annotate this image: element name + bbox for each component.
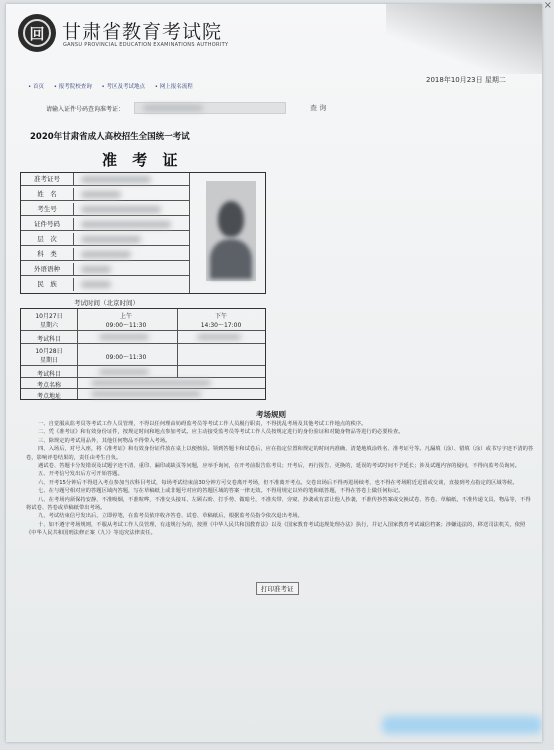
venue-address-label: 考点地址 (36, 393, 61, 400)
subject-label: 考试科目 (36, 336, 61, 343)
candidate-info-table (20, 172, 266, 294)
site-title: 甘肃省教育考试院 (62, 21, 223, 43)
table-row (21, 173, 189, 186)
field-value (75, 263, 187, 276)
rule-item: 九、考试结束信号发出后，立即停笔，在监考员依序收齐答卷、试卷、草稿纸后，根据监考员指令依次退出考场。 (38, 513, 303, 520)
table-row (21, 278, 189, 291)
body-blur (210, 239, 252, 279)
field-label: 考生号 (21, 203, 74, 216)
day1-week: 星期六 (39, 322, 58, 329)
table-row (21, 309, 265, 331)
photo-frame (189, 173, 266, 293)
exam-authority-logo (18, 14, 56, 52)
field-value (75, 278, 187, 291)
rule-item: 十、如不遵守考场规则，不服从考试工作人员管理，有违规行为的，按照《中华人民共和国教育法》以及《国家教育考试违规处理办法》执行，并记入国家教育考试诚信档案；涉嫌违法的，移送司法机关，依照《中华人民共和国刑法修正案（九）》等追究法律责任。 (26, 521, 526, 537)
table-row (21, 218, 189, 231)
nav-bar (28, 82, 201, 90)
close-icon[interactable]: × (543, 0, 552, 11)
table-row (21, 263, 189, 276)
current-date: 2018年10月23日 星期二 (426, 76, 506, 84)
nav-item-school-query[interactable]: • 报考院校查询 (53, 84, 92, 90)
table-row (21, 366, 265, 378)
table-row (21, 378, 265, 389)
table-row (21, 233, 189, 246)
table-row (21, 389, 265, 400)
admission-ticket-page (6, 4, 542, 742)
rule-item: 六、开考15分钟后不得进入考点参加当次科目考试，每场考试结束前30分钟方可交卷离开考场，但不准离开考点。交卷出场后不得再进场续考，也不得在考场附近逗留或交谈，直接到考点指定的区域等候。 (38, 479, 518, 486)
query-label: 请输入证件号码查询准考证： (46, 106, 125, 113)
card-title: 准 考 证 (102, 151, 183, 169)
am-label: 上午 (119, 313, 132, 320)
field-value (75, 188, 187, 201)
day1-pm-time: 14:30～17:00 (200, 322, 242, 329)
field-label: 外语语种 (21, 263, 74, 276)
exam-schedule-table (20, 308, 266, 400)
subject-label: 考试科目 (36, 371, 61, 378)
rules-title: 考场规则 (256, 410, 286, 419)
rule-item: 三、除规定的考试用品外，其他任何物品不得带入考场。 (38, 437, 171, 444)
field-value (75, 218, 187, 231)
redacted-id (143, 105, 203, 111)
day2-week: 星期日 (39, 357, 58, 364)
id-number-input[interactable] (134, 102, 286, 114)
rule-item: 一、自觉服从监考员等考试工作人员管理，不得以任何理由妨碍监考员等考试工作人员履行职责，不得扰乱考场及其他考试工作地点的秩序。 (38, 421, 367, 427)
time-header: 考试时间（北京时间） (74, 299, 139, 307)
venue-name-label: 考点名称 (36, 382, 61, 389)
rule-item: 二、凭《准考证》和有效身份证件，按规定时间和地点参加考试。应主动接受监考员等考试工作人员按规定进行的身份验证和对随身物品等进行的必要检查。 (38, 429, 404, 436)
day2-date: 10月28日 (35, 348, 63, 355)
candidate-photo (206, 181, 256, 281)
field-value (75, 233, 187, 246)
face-blur (218, 201, 244, 237)
query-button[interactable]: 查 询 (310, 104, 327, 112)
photo-shadow (386, 4, 542, 74)
column-divider (77, 309, 78, 399)
rule-item: 四、入场后，对号入座，将《准考证》和有效身份证件放在桌上以便核验。领到答题卡和试卷后，应在指定位置和规定的时间内准确、清楚地填涂姓名、准考证号等。凡漏填（涂）、错填（涂）或书写字迹不清的答卷，影响评卷结果的，责任由考生自负。 (26, 446, 534, 461)
table-row (21, 248, 189, 261)
day1-date: 10月27日 (35, 313, 63, 320)
field-value (75, 248, 187, 261)
nav-item-exam-sites[interactable]: • 考区及考试地点 (101, 84, 145, 90)
day1-am-time: 09:00～11:30 (105, 322, 147, 329)
rule-item: 七、在与题号相对应的答题区域内答题，写在草稿纸上或非题号对应的答题区域的答案一律无效。不得用规定以外的笔和纸答题，不得在答卷上做任何标记。 (38, 488, 404, 495)
column-divider (177, 309, 178, 378)
field-label: 姓 名 (21, 188, 74, 201)
field-label: 准考证号 (21, 173, 74, 186)
day2-am-time: 09:00～11:30 (105, 354, 147, 361)
field-value (75, 203, 187, 216)
rules-text (26, 420, 534, 538)
exam-title: 2020年甘肃省成人高校招生全国统一考试 (30, 132, 190, 142)
pm-label: 下午 (214, 313, 227, 320)
logo-emblem-icon: 回 (23, 19, 51, 47)
table-row (21, 188, 189, 201)
nav-item-registration[interactable]: • 网上报名流程 (154, 84, 193, 90)
rule-item: 八、在考场内须保持安静，不准吸烟，不准喧哗，不准交头接耳、左顾右盼、打手势、做暗号，不准夹带、旁窥、抄袭或有意让他人抄袭，不准传抄答案或交换试卷、答卷、草稿纸，不准传递文具、物品等，不得将试卷、答卷或草稿纸带出考场。 (26, 496, 531, 512)
watermark-blur (382, 716, 542, 734)
print-ticket-button[interactable]: 打印准考证 (256, 582, 299, 595)
field-label: 层 次 (21, 233, 74, 246)
field-label: 民 族 (21, 278, 74, 291)
rule-item: 五、开考信号发出后方可开始答题。 (38, 471, 123, 478)
field-label: 证件号码 (21, 218, 74, 231)
field-label: 科 类 (21, 248, 74, 261)
table-row (21, 331, 265, 344)
table-row (21, 344, 265, 366)
nav-item-home[interactable]: • 首页 (28, 84, 44, 90)
rule-item: 遇试卷、答题卡分发错误及试题字迹不清、重印、漏印或缺页等问题，应举手询问，在开考前报告监考员；开考后，再行报告、更换的，延误的考试时间不予延长；涉及试题内容的疑问，不得向监考员询问。 (38, 463, 521, 470)
table-row (21, 203, 189, 216)
site-subtitle: GANSU PROVINCIAL EDUCATION EXAMINATIONS AUTHORITY (63, 42, 229, 48)
field-value (75, 173, 187, 186)
